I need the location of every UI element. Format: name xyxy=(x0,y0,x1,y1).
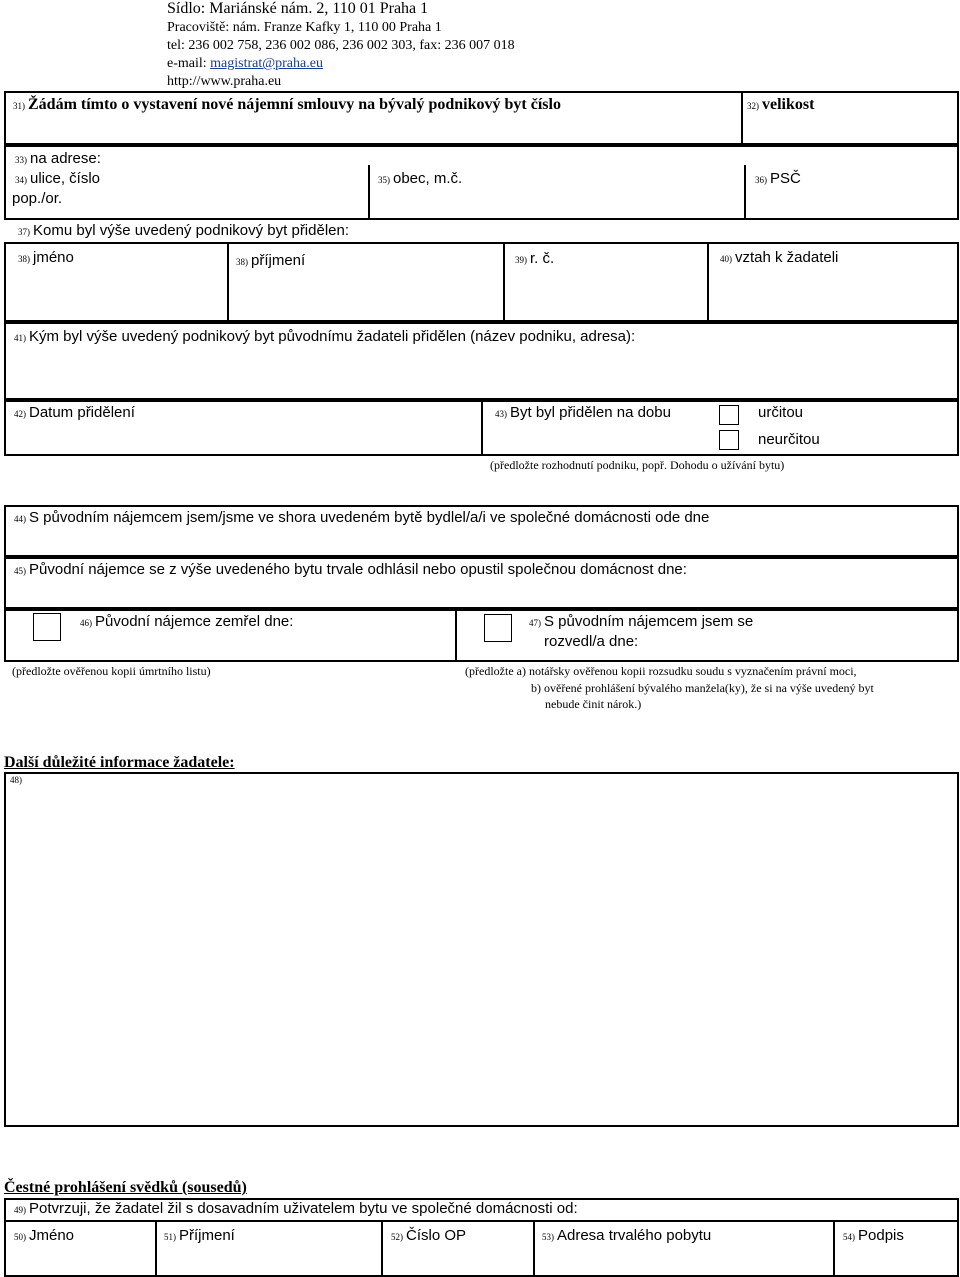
field-34-label-2: pop./or. xyxy=(12,190,63,207)
workplace-address: Pracoviště: nám. Franze Kafky 1, 110 00 Praha 1 xyxy=(167,20,442,35)
field-number: 39) xyxy=(515,255,527,265)
field-47-note-2: b) ověřené prohlášení bývalého manžela(ky), že si na výše uvedený byt xyxy=(531,681,874,695)
field-41-label: Kým byl výše uvedený podnikový byt původnímu žadateli přidělen (název podniku, adresa): xyxy=(29,328,636,345)
field-43-note: (předložte rozhodnutí podniku, popř. Dohodu o užívání bytu) xyxy=(490,458,785,472)
option-indefinite-term-label: neurčitou xyxy=(758,431,820,448)
field-43 xyxy=(495,404,671,422)
checkbox-tenant-deceased[interactable] xyxy=(33,613,61,641)
field-40[interactable] xyxy=(720,249,838,267)
field-46-note: (předložte ověřenou kopii úmrtního listu) xyxy=(12,664,211,678)
web-link[interactable]: http://www.praha.eu xyxy=(167,74,282,89)
field-number: 50) xyxy=(14,1232,26,1242)
field-34[interactable] xyxy=(15,170,100,188)
field-number: 38) xyxy=(18,254,30,264)
field-number: 35) xyxy=(378,175,390,185)
field-50-label: Jméno xyxy=(29,1227,75,1244)
field-51-label: Příjmení xyxy=(179,1227,235,1244)
field-48-box[interactable] xyxy=(4,772,959,1127)
field-42-label: Datum přidělení xyxy=(29,404,135,421)
field-52-label: Číslo OP xyxy=(406,1227,467,1244)
divider xyxy=(227,242,229,322)
field-36[interactable] xyxy=(755,170,801,188)
email-line xyxy=(167,55,323,73)
field-37-label: Komu byl výše uvedený podnikový byt přidělen: xyxy=(33,222,350,239)
field-39-label: r. č. xyxy=(530,250,555,267)
field-number: 41) xyxy=(14,333,26,343)
field-number: 36) xyxy=(755,175,767,185)
field-44 xyxy=(14,509,709,527)
field-31[interactable] xyxy=(13,96,561,114)
field-52[interactable] xyxy=(391,1227,466,1245)
field-45 xyxy=(14,561,687,579)
divider xyxy=(381,1220,383,1277)
field-32[interactable] xyxy=(747,96,814,114)
field-31-label: Žádám tímto o vystavení nové nájemní smlouvy na bývalý podnikový byt číslo xyxy=(28,96,561,113)
field-number: 42) xyxy=(14,409,26,419)
field-54[interactable] xyxy=(843,1227,904,1245)
option-fixed-term-label: určitou xyxy=(758,404,804,421)
field-46 xyxy=(80,613,293,631)
field-number: 31) xyxy=(13,101,25,111)
field-number: 40) xyxy=(720,254,732,264)
field-39[interactable] xyxy=(515,250,554,268)
field-47-note-1: (předložte a) notářsky ověřenou kopii rozsudku soudu s vyznačením právní moci, xyxy=(465,664,857,678)
field-number: 46) xyxy=(80,618,92,628)
field-40-label: vztah k žadateli xyxy=(735,249,839,266)
field-33 xyxy=(15,150,101,168)
checkbox-indefinite-term[interactable] xyxy=(719,430,739,450)
field-number: 34) xyxy=(15,175,27,185)
phone-fax: tel: 236 002 758, 236 002 086, 236 002 303, fax: 236 007 018 xyxy=(167,38,515,53)
field-54-label: Podpis xyxy=(858,1227,904,1244)
field-47 xyxy=(529,613,753,631)
divider xyxy=(833,1220,835,1277)
field-53-label: Adresa trvalého pobytu xyxy=(557,1227,712,1244)
field-number: 32) xyxy=(747,101,759,111)
field-number: 43) xyxy=(495,409,507,419)
email-link[interactable]: magistrat@praha.eu xyxy=(210,56,323,71)
field-number: 33) xyxy=(15,155,27,165)
field-49-label: Potvrzuji, že žadatel žil s dosavadním uživatelem bytu ve společné domácnosti od: xyxy=(29,1200,578,1217)
field-33-label: na adrese: xyxy=(30,150,101,167)
field-number: 38) xyxy=(236,257,248,267)
field-51[interactable] xyxy=(164,1227,235,1245)
email-prefix: e-mail: xyxy=(167,56,211,71)
field-46-label: Původní nájemce zemřel dne: xyxy=(95,613,294,630)
divider xyxy=(533,1220,535,1277)
field-48-number: 48) xyxy=(10,775,22,785)
field-37 xyxy=(18,222,349,240)
divider xyxy=(481,400,483,456)
divider xyxy=(155,1220,157,1277)
field-47-label: S původním nájemcem jsem se xyxy=(544,613,754,630)
field-number: 49) xyxy=(14,1205,26,1215)
field-50[interactable] xyxy=(14,1227,74,1245)
divider xyxy=(368,165,370,220)
field-36-label: PSČ xyxy=(770,170,801,187)
field-38-surname[interactable] xyxy=(236,252,305,270)
field-number: 52) xyxy=(391,1232,403,1242)
divider xyxy=(741,91,743,145)
divider xyxy=(503,242,505,322)
checkbox-divorced[interactable] xyxy=(484,614,512,642)
field-number: 47) xyxy=(529,618,541,628)
divider xyxy=(455,609,457,662)
field-34-label: ulice, číslo xyxy=(30,170,101,187)
field-32-label: velikost xyxy=(762,96,815,113)
field-42[interactable] xyxy=(14,404,135,422)
field-45-label: Původní nájemce se z výše uvedeného bytu trvale odhlásil nebo opustil společnou domácnost dne: xyxy=(29,561,687,578)
field-43-label: Byt byl přidělen na dobu xyxy=(510,404,671,421)
office-address: Sídlo: Mariánské nám. 2, 110 01 Praha 1 xyxy=(167,0,429,17)
field-47-note-3: nebude činit nárok.) xyxy=(545,697,642,711)
field-number: 54) xyxy=(843,1232,855,1242)
field-number: 51) xyxy=(164,1232,176,1242)
field-44-label: S původním nájemcem jsem/jsme ve shora uvedeném bytě bydlel/a/i ve společné domácnosti ode dne xyxy=(29,509,710,526)
field-53[interactable] xyxy=(542,1227,711,1245)
field-49 xyxy=(14,1200,578,1218)
address-block xyxy=(4,145,959,220)
field-number: 37) xyxy=(18,227,30,237)
checkbox-fixed-term[interactable] xyxy=(719,405,739,425)
divider xyxy=(744,165,746,220)
field-38-surname-label: příjmení xyxy=(251,252,306,269)
section-witness-title: Čestné prohlášení svědků (sousedů) xyxy=(4,1179,247,1196)
section-additional-info-title: Další důležité informace žadatele: xyxy=(4,754,235,771)
field-38-name[interactable] xyxy=(18,249,74,267)
field-number: 53) xyxy=(542,1232,554,1242)
field-35-label: obec, m.č. xyxy=(393,170,463,187)
field-number: 45) xyxy=(14,566,26,576)
field-38-name-label: jméno xyxy=(33,249,74,266)
field-47-label-2: rozvedl/a dne: xyxy=(544,633,639,650)
field-35[interactable] xyxy=(378,170,462,188)
field-number: 44) xyxy=(14,514,26,524)
field-41 xyxy=(14,328,635,346)
divider xyxy=(707,242,709,322)
divider xyxy=(4,1220,959,1222)
